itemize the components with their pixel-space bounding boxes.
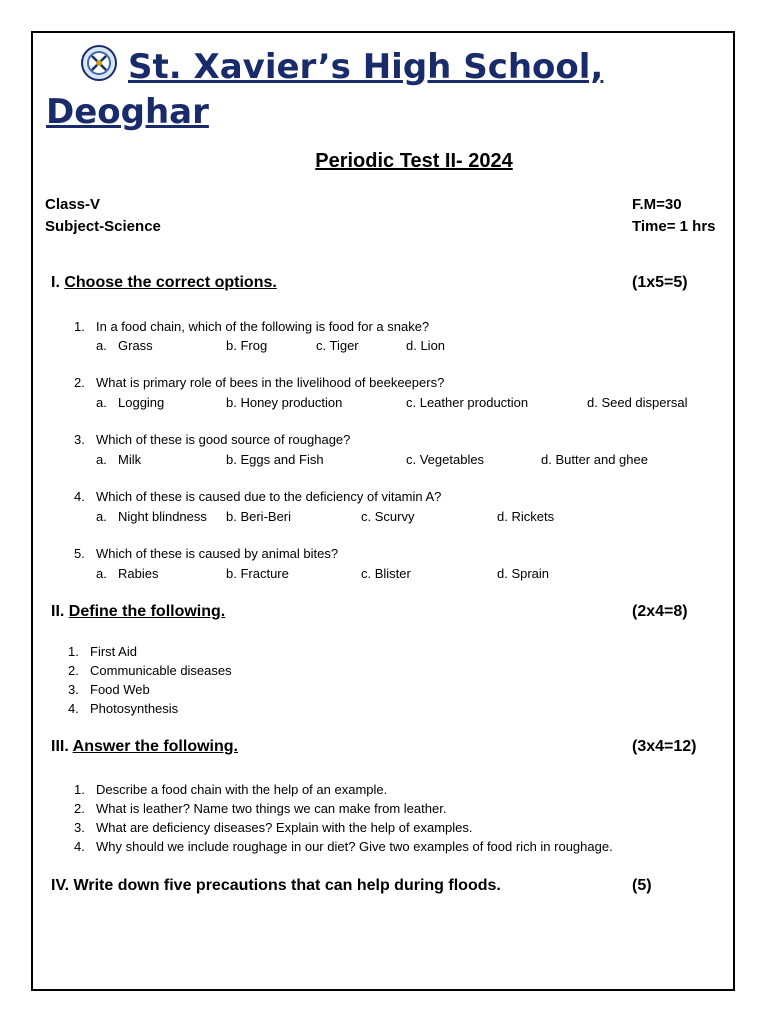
option-c: c. Blister [361,566,411,581]
list-item-number: 3. [68,682,79,697]
section-1-title: Choose the correct options. [64,274,277,291]
question-4-number: 4. [74,489,85,504]
option-a: Grass [118,338,153,353]
section-3-marks: (3x4=12) [632,738,697,755]
list-item-number: 3. [74,820,85,835]
section-4-heading: IV. Write down five precautions that can help during floods. [51,877,501,894]
question-1-number: 1. [74,319,85,334]
section-2-title: Define the following. [68,603,226,620]
list-item-number: 4. [74,839,85,854]
list-item-number: 1. [68,644,79,659]
question-1-text: In a food chain, which of the following is food for a snake? [96,319,430,334]
option-d: d. Lion [406,338,446,353]
option-a-marker: a. [96,338,107,353]
list-item-number: 4. [68,701,79,716]
section-2-heading [51,603,225,621]
option-d: d. Seed dispersal [587,395,688,410]
option-a-marker: a. [96,509,107,524]
list-item: What is leather? Name two things we can make from leather. [96,801,447,816]
option-a: Logging [118,395,165,410]
option-c: c. Tiger [316,338,359,353]
time-label: Time= 1 hrs [632,218,716,235]
option-a-marker: a. [96,395,107,410]
list-item: Communicable diseases [90,663,232,678]
question-2-number: 2. [74,375,85,390]
question-5-number: 5. [74,546,85,561]
option-a: Night blindness [118,509,207,524]
list-item: Food Web [90,682,150,697]
option-b: b. Eggs and Fish [226,452,324,467]
list-item-number: 1. [74,782,85,797]
section-2-numeral: II. [51,603,65,620]
option-c: c. Scurvy [361,509,415,524]
question-3-text: Which of these is good source of roughage? [96,432,351,447]
list-item-number: 2. [68,663,79,678]
option-c: c. Leather production [406,395,529,410]
option-d: d. Sprain [497,566,550,581]
option-a-marker: a. [96,452,107,467]
test-title: Periodic Test II- 2024 [315,150,513,172]
option-a-marker: a. [96,566,107,581]
section-3-title: Answer the following. [72,738,238,755]
section-1-marks: (1x5=5) [632,274,688,291]
section-2-marks: (2x4=8) [632,603,688,620]
question-3-number: 3. [74,432,85,447]
option-d: d. Rickets [497,509,555,524]
question-4-text: Which of these is caused due to the deficiency of vitamin A? [96,489,442,504]
list-item: What are deficiency diseases? Explain with the help of examples. [96,820,473,835]
option-b: b. Fracture [226,566,289,581]
list-item: Why should we include roughage in our diet? Give two examples of food rich in roughage. [96,839,613,854]
section-3-numeral: III. [51,738,69,755]
option-b: b. Frog [226,338,268,353]
section-4-marks: (5) [632,877,652,894]
list-item: First Aid [90,644,137,659]
subject-label: Subject-Science [45,218,161,235]
section-1-heading [51,274,277,292]
full-marks-label: F.M=30 [632,196,682,213]
option-a: Rabies [118,566,159,581]
list-item: Photosynthesis [90,701,179,716]
class-label: Class-V [45,196,101,213]
question-2-text: What is primary role of bees in the livelihood of beekeepers? [96,375,445,390]
option-c: c. Vegetables [406,452,485,467]
school-crest-icon [80,44,118,82]
option-a: Milk [118,452,142,467]
list-item-number: 2. [74,801,85,816]
school-title [46,44,706,135]
list-item: Describe a food chain with the help of an example. [96,782,388,797]
section-3-heading [51,738,238,756]
option-b: b. Honey production [226,395,343,410]
option-d: d. Butter and ghee [541,452,648,467]
option-b: b. Beri-Beri [226,509,292,524]
question-5-text: Which of these is caused by animal bites? [96,546,339,561]
section-1-numeral: I. [51,274,60,291]
school-name: St. Xavier’s High School, Deoghar [46,47,604,132]
